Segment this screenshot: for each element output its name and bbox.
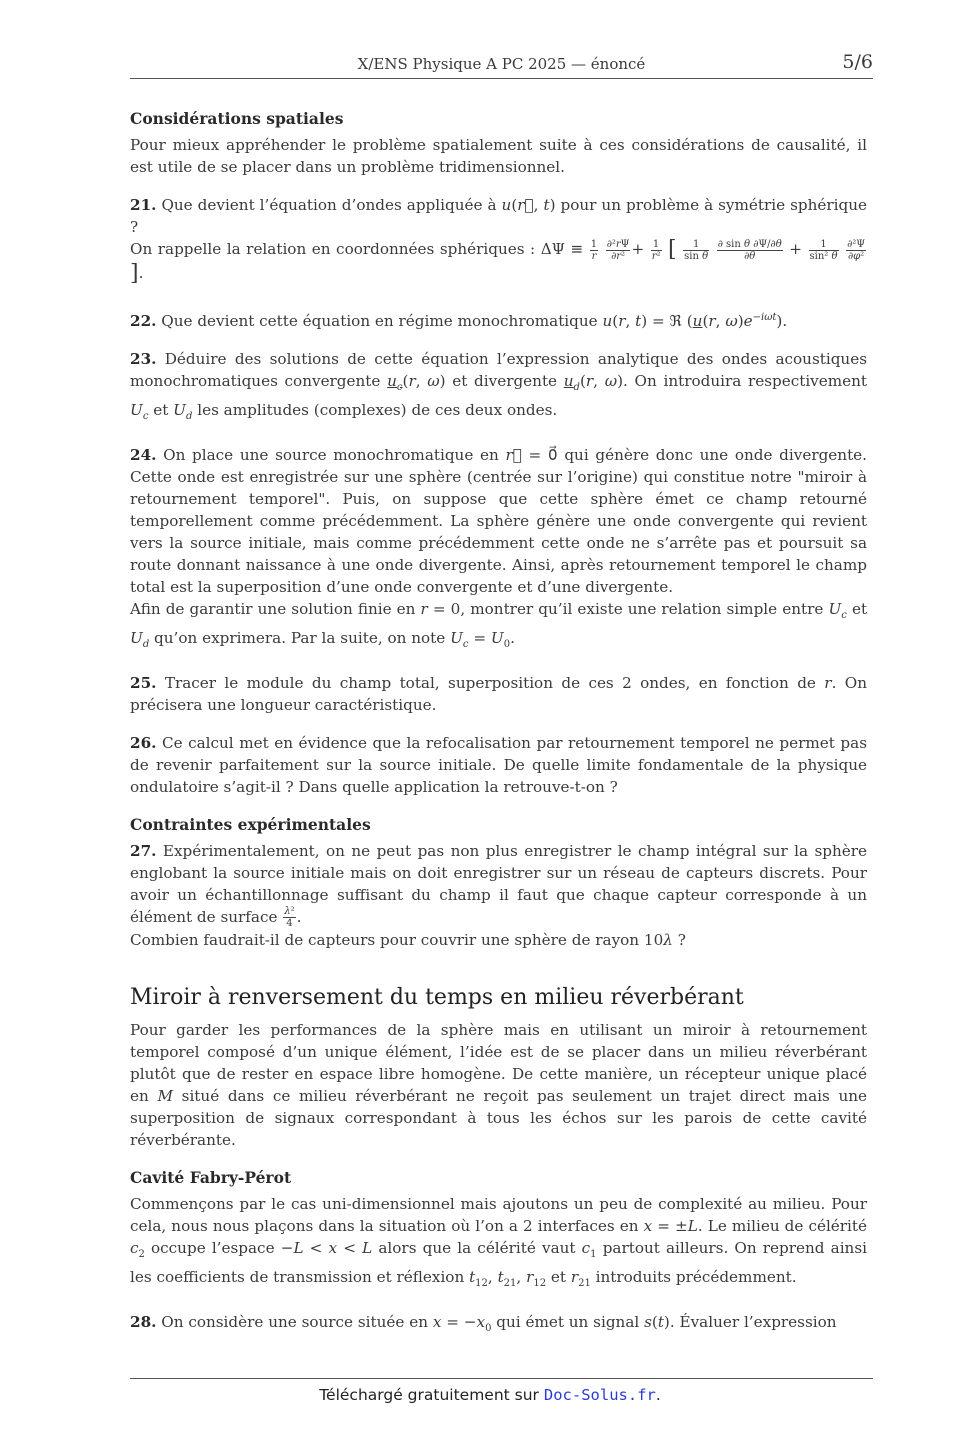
q23-text-5: les amplitudes (complexes) de ces deux ondes.	[197, 400, 558, 419]
question-24-part-2: Afin de garantir une solution finie en r = 0, montrer qu’il existe une relation simple entre $U_c$ et $U_d$ qu’on exprimera. Par la suite, on note $U_c = U_0$.	[130, 599, 868, 650]
section-title: Miroir à renversement du temps en milieu réverbérant	[130, 985, 744, 1011]
question-28: 28. On considère une source située en $x = -x_0$ qui émet un signal s(t). Évaluer l’expression	[130, 1313, 837, 1335]
q24-text-2: qui génère donc une onde divergente. Cette onde est enregistrée sur une sphère (centrée sur l’origine) qui constitue notre "miroir à retournement temporel". Puis, on suppose que cette sphère émet ce champ retourné temporellement comme précédemment. La sphère génère une onde convergente qui revient vers la source initiale, mais comme précédemment cette onde ne s’arrête pas et poursuit sa route donnant naissance à une onde divergente. Ainsi, après retournement temporel le champ total est la superposition d’une onde convergente et d’une divergente.	[130, 445, 867, 596]
q23-text-2: et divergente	[452, 371, 558, 390]
q23-text: Déduire des solutions de cette équation l’expression analytique des ondes acoustiques monochromatiques convergente	[130, 349, 867, 390]
q26-text: Ce calcul met en évidence que la refocalisation par retournement temporel ne permet pas de revenir parfaitement sur la source initiale. De quelle limite fondamentale de la physique ondulatoire s’agit-il ? Dans quelle application la retrouve-t-on ?	[130, 733, 867, 796]
header-title: X/ENS Physique A PC 2025 — énoncé	[357, 55, 646, 73]
q22-text: Que devient cette équation en régime monochromatique	[161, 311, 598, 330]
fraction: $\frac{1}{\text{sin θ}}$	[684, 238, 709, 262]
q28-text-2: qui émet un signal	[496, 1313, 640, 1332]
fabry-text-3: occupe l’espace	[151, 1239, 275, 1258]
section-intro-1: Pour garder les performances de la sphère mais en utilisant un miroir à retournement temporel composé d’un unique élément, l’idée est de se placer dans un milieu réverbérant plutôt que de rester en espace libre homogène. De cette manière, un récepteur unique placé en	[130, 1021, 867, 1106]
question-26	[130, 732, 867, 798]
question-number: 22.	[130, 311, 157, 330]
question-number: 26.	[130, 733, 157, 752]
question-number: 28.	[130, 1313, 157, 1332]
question-24: 24. On place une source monochromatique en r⃗ = 0⃗ qui génère donc une onde divergente. Cette onde est enregistrée sur une sphère (centrée sur l’origine) qui constitue notre "miroir à retournement temporel". Puis, on suppose que cette sphère émet ce champ retourné temporellement comme précédemment. La sphère génère une onde convergente qui revient vers la source initiale, mais comme précédemment cette onde ne s’arrête pas et poursuit sa route donnant naissance à une onde divergente. Ainsi, après retournement temporel le champ total est la superposition d’une onde convergente et d’une divergente.	[130, 445, 867, 596]
fabry-text-6: introduits précédemment.	[595, 1268, 797, 1287]
q21-text-3: On rappelle la relation en coordonnées sphériques :	[130, 240, 536, 258]
fraction: $\frac{1}{\text{r²}}$	[651, 238, 661, 262]
question-22: 22. Que devient cette équation en régime monochromatique u(r, t) = ℜ (u(r, $\omega)e^{-i\omega t}$).	[130, 311, 788, 330]
q27-text-2: Combien faudrait-il de capteurs pour couvrir une sphère de rayon	[130, 931, 640, 950]
page-footer	[0, 1386, 980, 1404]
q25-text-2: . On précisera une longueur caractéristique.	[130, 673, 867, 714]
q24-text-3: Afin de garantir une solution finie en	[130, 599, 416, 618]
q24-text: On place une source monochromatique en	[163, 445, 499, 464]
q23-text-4: et	[153, 400, 169, 419]
fraction: $\frac{\text{∂²Ψ}}{\text{∂φ²}}$	[847, 238, 866, 262]
fabry-text-5: partout ailleurs. On reprend ainsi les coefficients de transmission et réflexion	[130, 1239, 867, 1287]
q21-text: Que devient l’équation d’ondes appliquée à	[161, 196, 497, 214]
q25-text: Tracer le module du champ total, superposition de ces 2 ondes, en fonction de	[164, 673, 816, 692]
fabry-perot-text: Commençons par le cas uni-dimensionnel mais ajoutons un peu de complexité au milieu. Pour cela, nous nous plaçons dans la situation où l’on a 2 interfaces en x = ±L. Le milieu de célérité $c_2$ occupe l’espace −L < x < L alors que la célérité vaut $c_1$ partout ailleurs. On reprend ainsi les coefficients de transmission et réflexion $t_{12}$, $t_{21}$, $r_{12}$ et $r_{21}$ introduits précédemment.	[130, 1195, 868, 1290]
page-header	[130, 51, 873, 79]
q21-text-2: pour un problème à symétrie sphérique ?	[130, 196, 867, 236]
question-number: 23.	[130, 349, 157, 368]
fraction: $\frac{\text{∂²rΨ}}{\text{∂r²}}$	[606, 238, 630, 262]
q24-text-5: et	[851, 599, 868, 618]
subheading-fabry-perot: Cavité Fabry-Pérot	[130, 1168, 292, 1188]
fabry-text-2: . Le milieu de célérité	[697, 1217, 868, 1236]
section-intro: Pour garder les performances de la sphère mais en utilisant un miroir à retournement temporel composé d’un unique élément, l’idée est de se placer dans un milieu réverbérant plutôt que de rester en espace libre homogène. De cette manière, un récepteur unique placé en M situé dans ce milieu réverbérant ne reçoit pas seulement un trajet direct mais une superposition de signaux correspondant à tous les échos sur les parois de cette cavité réverbérante.	[130, 1021, 867, 1150]
footer-text: Téléchargé gratuitement sur	[319, 1386, 539, 1404]
footer-link[interactable]: Doc-Solus.fr	[543, 1386, 656, 1404]
q27-text: Expérimentalement, on ne peut pas non plus enregistrer le champ intégral sur la sphère englobant la source initiale mais on doit enregistrer sur un réseau de capteurs discrets. Pour avoir un échantillonnage suffisant du champ il faut que chaque capteur corresponde à un élément de surface	[130, 841, 868, 926]
fabry-text-4: alors que la célérité vaut	[378, 1239, 576, 1258]
question-number: 27.	[130, 841, 157, 860]
fraction: $\frac{1}{\text{sin² θ}}$	[809, 238, 838, 262]
subheading-spatial: Considérations spatiales	[130, 109, 344, 128]
footer-end: .	[655, 1386, 661, 1404]
question-27: 27. Expérimentalement, on ne peut pas non plus enregistrer le champ intégral sur la sphère englobant la source initiale mais on doit enregistrer sur un réseau de capteurs discrets. Pour avoir un échantillonnage suffisant du champ il faut que chaque capteur corresponde à un élément de surface $\frac{\text{λ²}}{4}$ . Combien faudrait-il de capteurs pour couvrir une sphère de rayon 10λ ?	[130, 841, 868, 950]
question-23: 23. Déduire des solutions de cette équation l’expression analytique des ondes acoustiques monochromatiques convergente $u_c(r$, ω) et divergente $u_d(r$, ω). On introduira respectivement $U_c$ et $U_d$ les amplitudes (complexes) de ces deux ondes.	[130, 349, 868, 422]
q24-text-4: , montrer qu’il existe une relation simple entre	[460, 599, 824, 618]
fraction: $\frac{\text{λ²}}{4}$	[284, 906, 295, 930]
spatial-intro: Pour mieux appréhender le problème spatialement suite à ces considérations de causalité, il est utile de se placer dans un problème tridimensionnel.	[130, 136, 867, 176]
fraction: $\frac{\text{∂ sin θ ∂Ψ/∂θ}}{\partial\theta}$	[717, 238, 782, 262]
q24-text-6: qu’on exprimera. Par la suite, on note	[154, 628, 446, 647]
question-number: 24.	[130, 445, 157, 464]
question-25: 25. Tracer le module du champ total, superposition de ces 2 ondes, en fonction de r. On précisera une longueur caractéristique.	[130, 673, 867, 714]
fabry-text-1: Commençons par le cas uni-dimensionnel mais ajoutons un peu de complexité au milieu. Pour cela, nous nous plaçons dans la situation où l’on a 2 interfaces en	[130, 1195, 867, 1236]
fraction: $\frac{1}{r}$	[590, 238, 598, 262]
q23-text-3: . On introduira respectivement	[623, 371, 868, 390]
page-content	[130, 108, 867, 1356]
q28-text-3: . Évaluer l’expression	[669, 1313, 837, 1332]
footer-rule	[130, 1378, 873, 1379]
page-number: 5/6	[842, 51, 873, 73]
question-21: 21. Que devient l’équation d’ondes appliquée à u(r⃗, t) pour un problème à symétrie sphérique ? On rappelle la relation en coordonnées sphériques : ΔΨ ≡ $\frac{1}{r}$ $\frac{\text{∂²rΨ}}{\text{∂r²}}$ + $\frac{1}{\text{r²}}$ [ $\frac{1}{\text{sin θ}}$ $\frac{\text{∂ sin θ ∂Ψ/∂θ}}{\partial\theta}$ + $\frac{1}{\text{sin² θ}}$ $\frac{\text{∂²Ψ}}{\text{∂φ²}}$ ].	[130, 196, 867, 286]
question-number: 21.	[130, 196, 157, 214]
q28-text: On considère une source située en	[161, 1313, 428, 1332]
subheading-experimental: Contraintes expérimentales	[130, 814, 371, 834]
question-number: 25.	[130, 673, 157, 692]
section-intro-2: situé dans ce milieu réverbérant ne reçoit pas seulement un trajet direct mais une superposition de signaux correspondant à tous les échos sur les parois de cette cavité réverbérante.	[130, 1087, 867, 1150]
